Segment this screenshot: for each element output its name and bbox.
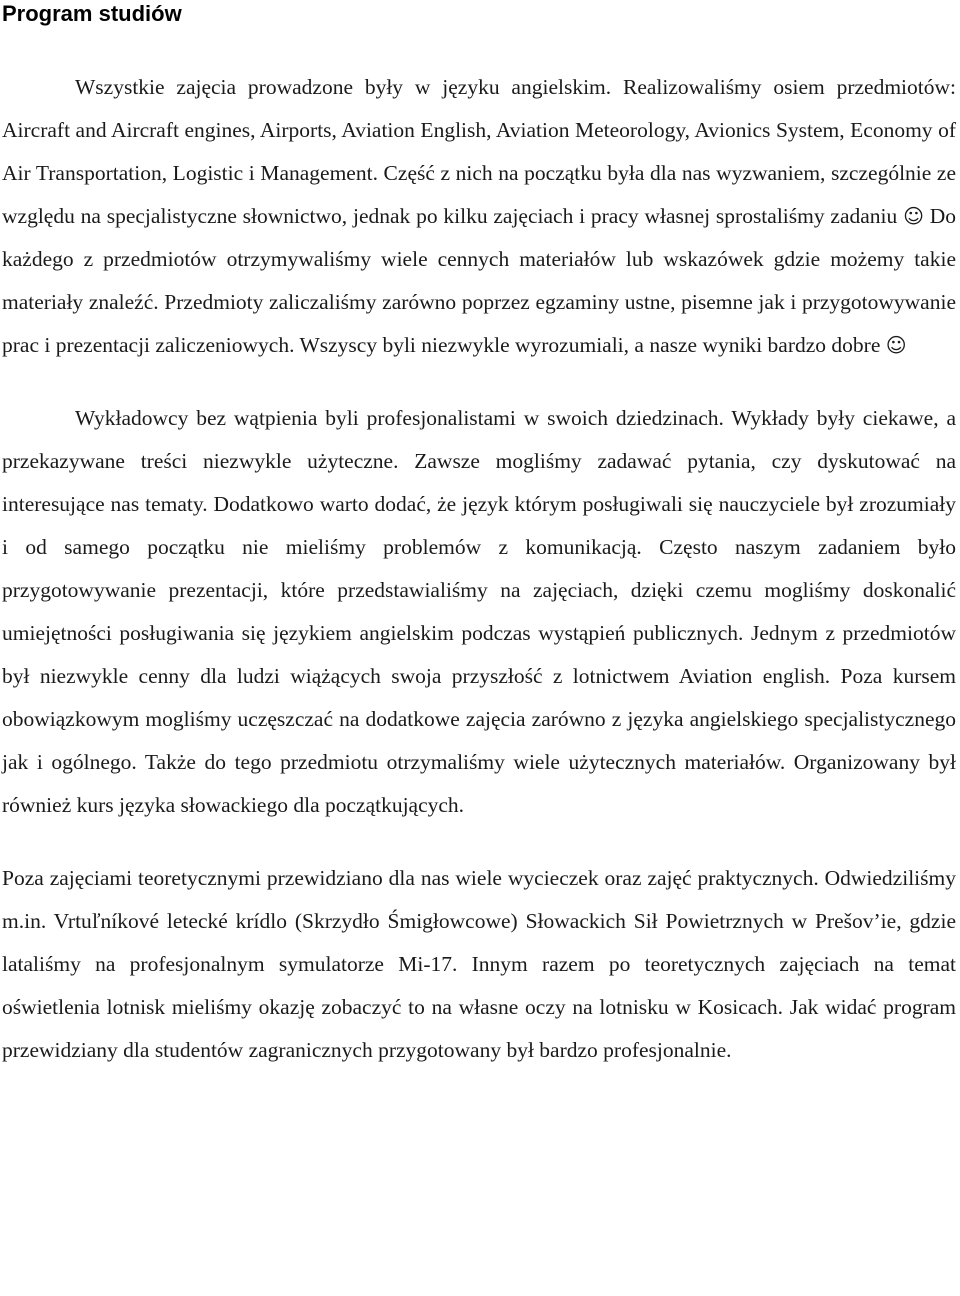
smiley-icon: ☺ (885, 333, 907, 357)
paragraph-courses-text-1: Wszystkie zajęcia prowadzone były w języku angielskim. Realizowaliśmy osiem przedmiotów: Aircraft and Aircraft engines, Airports, Aviation English, Aviation Meteorology, Avionics System, Economy of Air Transportation, Logistic i Management. Część z nich na początku była dla nas wyzwaniem, szczególnie ze względu na specjalistyczne słownictwo, jednak po kilku zajęciach i pracy własnej sprostaliśmy zadaniu (2, 75, 956, 228)
paragraph-trips: Poza zajęciami teoretycznymi przewidziano dla nas wiele wycieczek oraz zajęć praktycznych. Odwiedziliśmy m.in. Vrtuľníkové letecké krídlo (Skrzydło Śmigłowcowe) Słowackich Sił Powietrznych w Prešov’ie, gdzie lataliśmy na profesjonalnym symulatorze Mi-17. Innym razem po teoretycznych zajęciach na temat oświetlenia lotnisk mieliśmy okazję zobaczyć to na własne oczy na lotnisku w Kosicach. Jak widać program przewidziany dla studentów zagranicznych przygotowany był bardzo profesjonalnie. (2, 866, 956, 1062)
page-title: Program studiów (2, 1, 182, 26)
paragraph-courses-text-2: Do każdego z przedmiotów otrzymywaliśmy wiele cennych materiałów lub wskazówek gdzie możemy takie materiały znaleźć. Przedmioty zaliczaliśmy zarówno poprzez egzaminy ustne, pisemne jak i przygotowywanie prac i prezentacji zaliczeniowych. Wszyscy byli niezwykle wyrozumiali, a nasze wyniki bardzo dobre (2, 204, 957, 357)
paragraph-courses (2, 66, 956, 367)
paragraph-lecturers: Wykładowcy bez wątpienia byli profesjonalistami w swoich dziedzinach. Wykłady były ciekawe, a przekazywane treści niezwykle użyteczne. Zawsze mogliśmy zadawać pytania, czy dyskutować na interesujące nas tematy. Dodatkowo warto dodać, że język którym posługiwali się nauczyciele był zrozumiały i od samego początku nie mieliśmy problemów z komunikacją. Często naszym zadaniem było przygotowywanie prezentacji, które przedstawialiśmy na zajęciach, dzięki czemu mogliśmy doskonalić umiejętności posługiwania się językiem angielskim podczas wystąpień publicznych. Jednym z przedmiotów był niezwykle cenny dla ludzi wiążących swoja przyszłość z lotnictwem Aviation english. Poza kursem obowiązkowym mogliśmy uczęszczać na dodatkowe zajęcia zarówno z języka angielskiego specjalistycznego jak i ogólnego. Także do tego przedmiotu otrzymaliśmy wiele użytecznych materiałów. Organizowany był również kurs języka słowackiego dla początkujących. (2, 406, 956, 817)
smiley-icon: ☺ (903, 204, 924, 228)
